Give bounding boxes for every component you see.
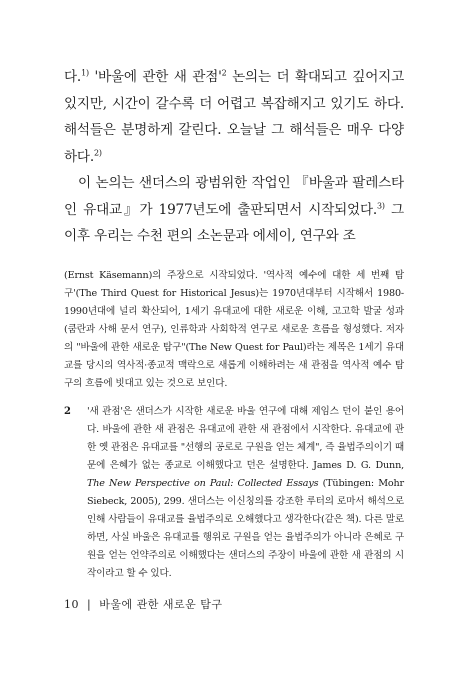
body-paragraph-2: 이 논의는 샌더스의 광범위한 작업인 『바울과 팔레스타인 유대교』가 1977년도에 출판되면서 시작되었다.$^{3)}$ 그 이후 우리는 수천 편의 소논문과 에세이, 연구와 조 [64, 175, 404, 244]
body-paragraph-1: 다.$^{1)}$ '바울에 관한 새 관점'$^2$ 논의는 더 확대되고 깊어지고 있지만, 시간이 갈수록 더 어렵고 복잡해지고 있기도 하다. 해석들은 분명하게 갈린다. 오늘날 그 해석들은 매우 다양하다.$^{2)}$ [64, 68, 404, 165]
page-footer [64, 596, 222, 612]
footnote-ref-2b: 2) [93, 147, 102, 157]
footer-separator: | [87, 598, 92, 611]
footnote-ref-3: 3) [377, 200, 385, 210]
page-number: 10 [64, 598, 79, 611]
footnote-number: 2 [64, 406, 71, 417]
footnote-ref-1: 1) [81, 68, 89, 78]
running-title: 바울에 관한 새로운 탐구 [99, 598, 223, 611]
footnote-2 [64, 403, 404, 583]
footnote-ref-2: 2 [221, 68, 227, 78]
main-text [64, 64, 404, 250]
footnote-continuation: (Ernst Käsemann)의 주장으로 시작되었다. '역사적 예수에 대한 세 번째 탐구'(The Third Quest for Historical Jesus)는 1970년대부터 시작해서 1980-1990년대에 널리 확산되어, 1세기 유대교에 대한 새로운 이해, 고고학 발굴 성과(쿰란과 사해 문서 연구), 인류학과 사회학적 연구로 새로운 흐름을 형성했다. 저자의 "바울에 관한 새로운 탐구"(The New Quest for Paul)라는 제목은 1세기 유대교를 당시의 역사적·종교적 맥락으로 새롭게 이해하려는 새 관점을 역사적 예수 탐구의 흐름에 빗대고 있는 것으로 보인다. [64, 270, 404, 389]
book-title: The New Perspective on Paul: Collected Essays [87, 478, 319, 489]
footnotes [64, 267, 404, 583]
footnote-2-text: '새 관점'은 샌더스가 시작한 새로운 바울 연구에 대해 제임스 던이 붙인 용어다. 바울에 관한 새 관점은 유대교에 관한 새 관점에서 시작한다. 유대교에 관한 옛 관점은 유대교를 "선행의 공로로 구원을 얻는 체계", 즉 율법주의이기 때문에 은혜가 없는 종교로 이해했다고 던은 설명한다. James D. G. Dunn, The New Perspective on Paul: Collected Essays (Tübingen: Mohr Siebeck, 2005), 299. 샌더스는 이신칭의를 강조한 루터의 로마서 해석으로 인해 사람들이 유대교를 율법주의로 오해했다고 생각한다(같은 책). 다른 말로 하면, 사실 바울은 유대교를 행위로 구원을 얻는 율법주의가 아니라 은혜로 구원을 얻는 언약주의로 이해했다는 샌더스의 주장이 바울에 관한 새 관점의 시작이라고 할 수 있다. [87, 406, 404, 579]
